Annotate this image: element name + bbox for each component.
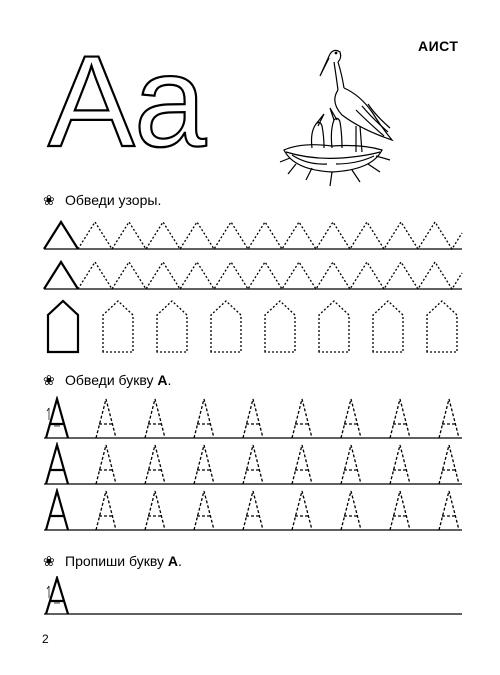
stork-illustration [272, 40, 396, 190]
big-uppercase-letter: A [48, 28, 135, 158]
flower-icon: ❀ [43, 192, 55, 208]
zigzag-pattern-row-2 [0, 258, 500, 292]
big-letter-outline [46, 28, 226, 158]
letter-trace-row-2 [0, 442, 500, 490]
flower-icon: ❀ [43, 372, 55, 388]
section-text: Обведи узоры. [65, 192, 162, 208]
section-write-letter: ❀ Пропиши букву А. [43, 553, 182, 569]
section-text: Пропиши букву [65, 553, 164, 569]
big-lowercase-letter: a [134, 28, 207, 158]
section-letter: А [157, 372, 168, 388]
letter-trace-row-1 [0, 396, 500, 444]
word-label: АИСТ [418, 38, 459, 54]
zigzag-pattern-row-1 [0, 218, 500, 252]
section-text: Обведи букву [65, 372, 154, 388]
flower-icon: ❀ [43, 553, 55, 569]
letter-trace-row-3 [0, 488, 500, 536]
letter-writing-line [0, 576, 500, 620]
section-trace-letter: ❀ Обведи букву А. [43, 372, 172, 388]
house-pattern-row [0, 298, 500, 358]
section-trace-patterns [43, 192, 161, 209]
page-number: 2 [42, 632, 49, 646]
section-letter: А [167, 553, 178, 569]
